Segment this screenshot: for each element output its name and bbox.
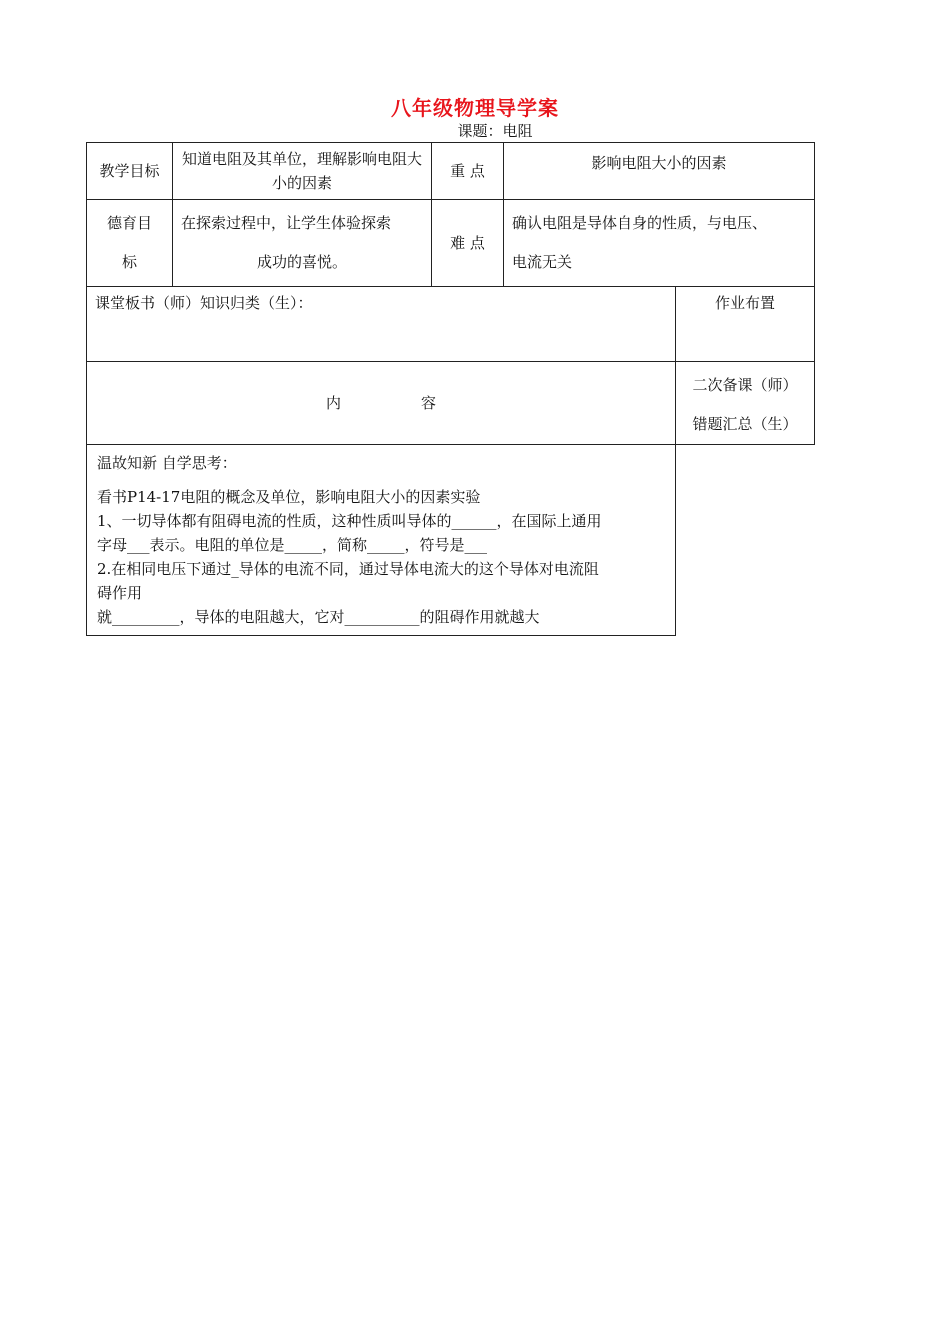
difficulty-content-line1: 确认电阻是导体自身的性质，与电压、 xyxy=(512,214,768,232)
error-summary-label: 错题汇总（生） xyxy=(692,415,798,433)
moral-goal-label-line1: 德育目 xyxy=(106,214,152,232)
moral-goal-content xyxy=(173,200,432,287)
lesson-plan-table xyxy=(86,142,815,636)
difficulty-content xyxy=(504,200,815,287)
question-1-line1: 1、一切导体都有阻碍电流的性质，这种性质叫导体的______，在国际上通用 xyxy=(97,512,602,530)
teaching-goal-label: 教学目标 xyxy=(87,143,173,200)
self-study-side-cell xyxy=(676,445,815,636)
content-label-right: 容 xyxy=(421,394,437,412)
row-board xyxy=(87,287,815,362)
teaching-goal-content: 知道电阻及其单位，理解影响电阻大小的因素 xyxy=(173,143,432,200)
row-content-header xyxy=(87,362,815,445)
row-teaching-goal xyxy=(87,143,815,200)
difficulty-label: 难 点 xyxy=(432,200,504,287)
self-study-cell xyxy=(87,445,676,636)
content-header-cell xyxy=(87,362,676,445)
self-study-intro: 看书P14-17电阻的概念及单位，影响电阻大小的因素实验 xyxy=(97,488,481,506)
moral-goal-content-line2: 成功的喜悦。 xyxy=(256,253,347,271)
row-moral-goal xyxy=(87,200,815,287)
moral-goal-label-line2: 标 xyxy=(121,253,137,271)
question-1-line2: 字母___表示。电阻的单位是_____，简称_____，符号是___ xyxy=(97,536,488,554)
page-title: 八年级物理导学案 xyxy=(391,96,559,120)
row-self-study xyxy=(87,445,815,636)
difficulty-content-line2: 电流无关 xyxy=(512,253,573,271)
content-label-left: 内 xyxy=(325,394,341,412)
question-2-line3: 就_________，导体的电阻越大，它对__________的阻碍作用就越大 xyxy=(97,608,540,626)
self-study-heading: 温故知新 自学思考： xyxy=(97,454,237,472)
board-notes-cell: 课堂板书（师）知识归类（生）： xyxy=(87,287,676,362)
moral-goal-content-line1: 在探索过程中，让学生体验探索 xyxy=(181,214,392,232)
question-2-line2: 碍作用 xyxy=(97,584,143,602)
key-point-content: 影响电阻大小的因素 xyxy=(504,143,815,200)
second-prep-label: 二次备课（师） xyxy=(692,376,798,394)
homework-cell: 作业布置 xyxy=(676,287,815,362)
side-notes-cell xyxy=(676,362,815,445)
moral-goal-label xyxy=(87,200,173,287)
lesson-topic: 课题：电阻 xyxy=(457,122,533,140)
key-point-label: 重 点 xyxy=(432,143,504,200)
question-2-line1: 2.在相同电压下通过_导体的电流不同，通过导体电流大的这个导体对电流阻 xyxy=(97,560,599,578)
